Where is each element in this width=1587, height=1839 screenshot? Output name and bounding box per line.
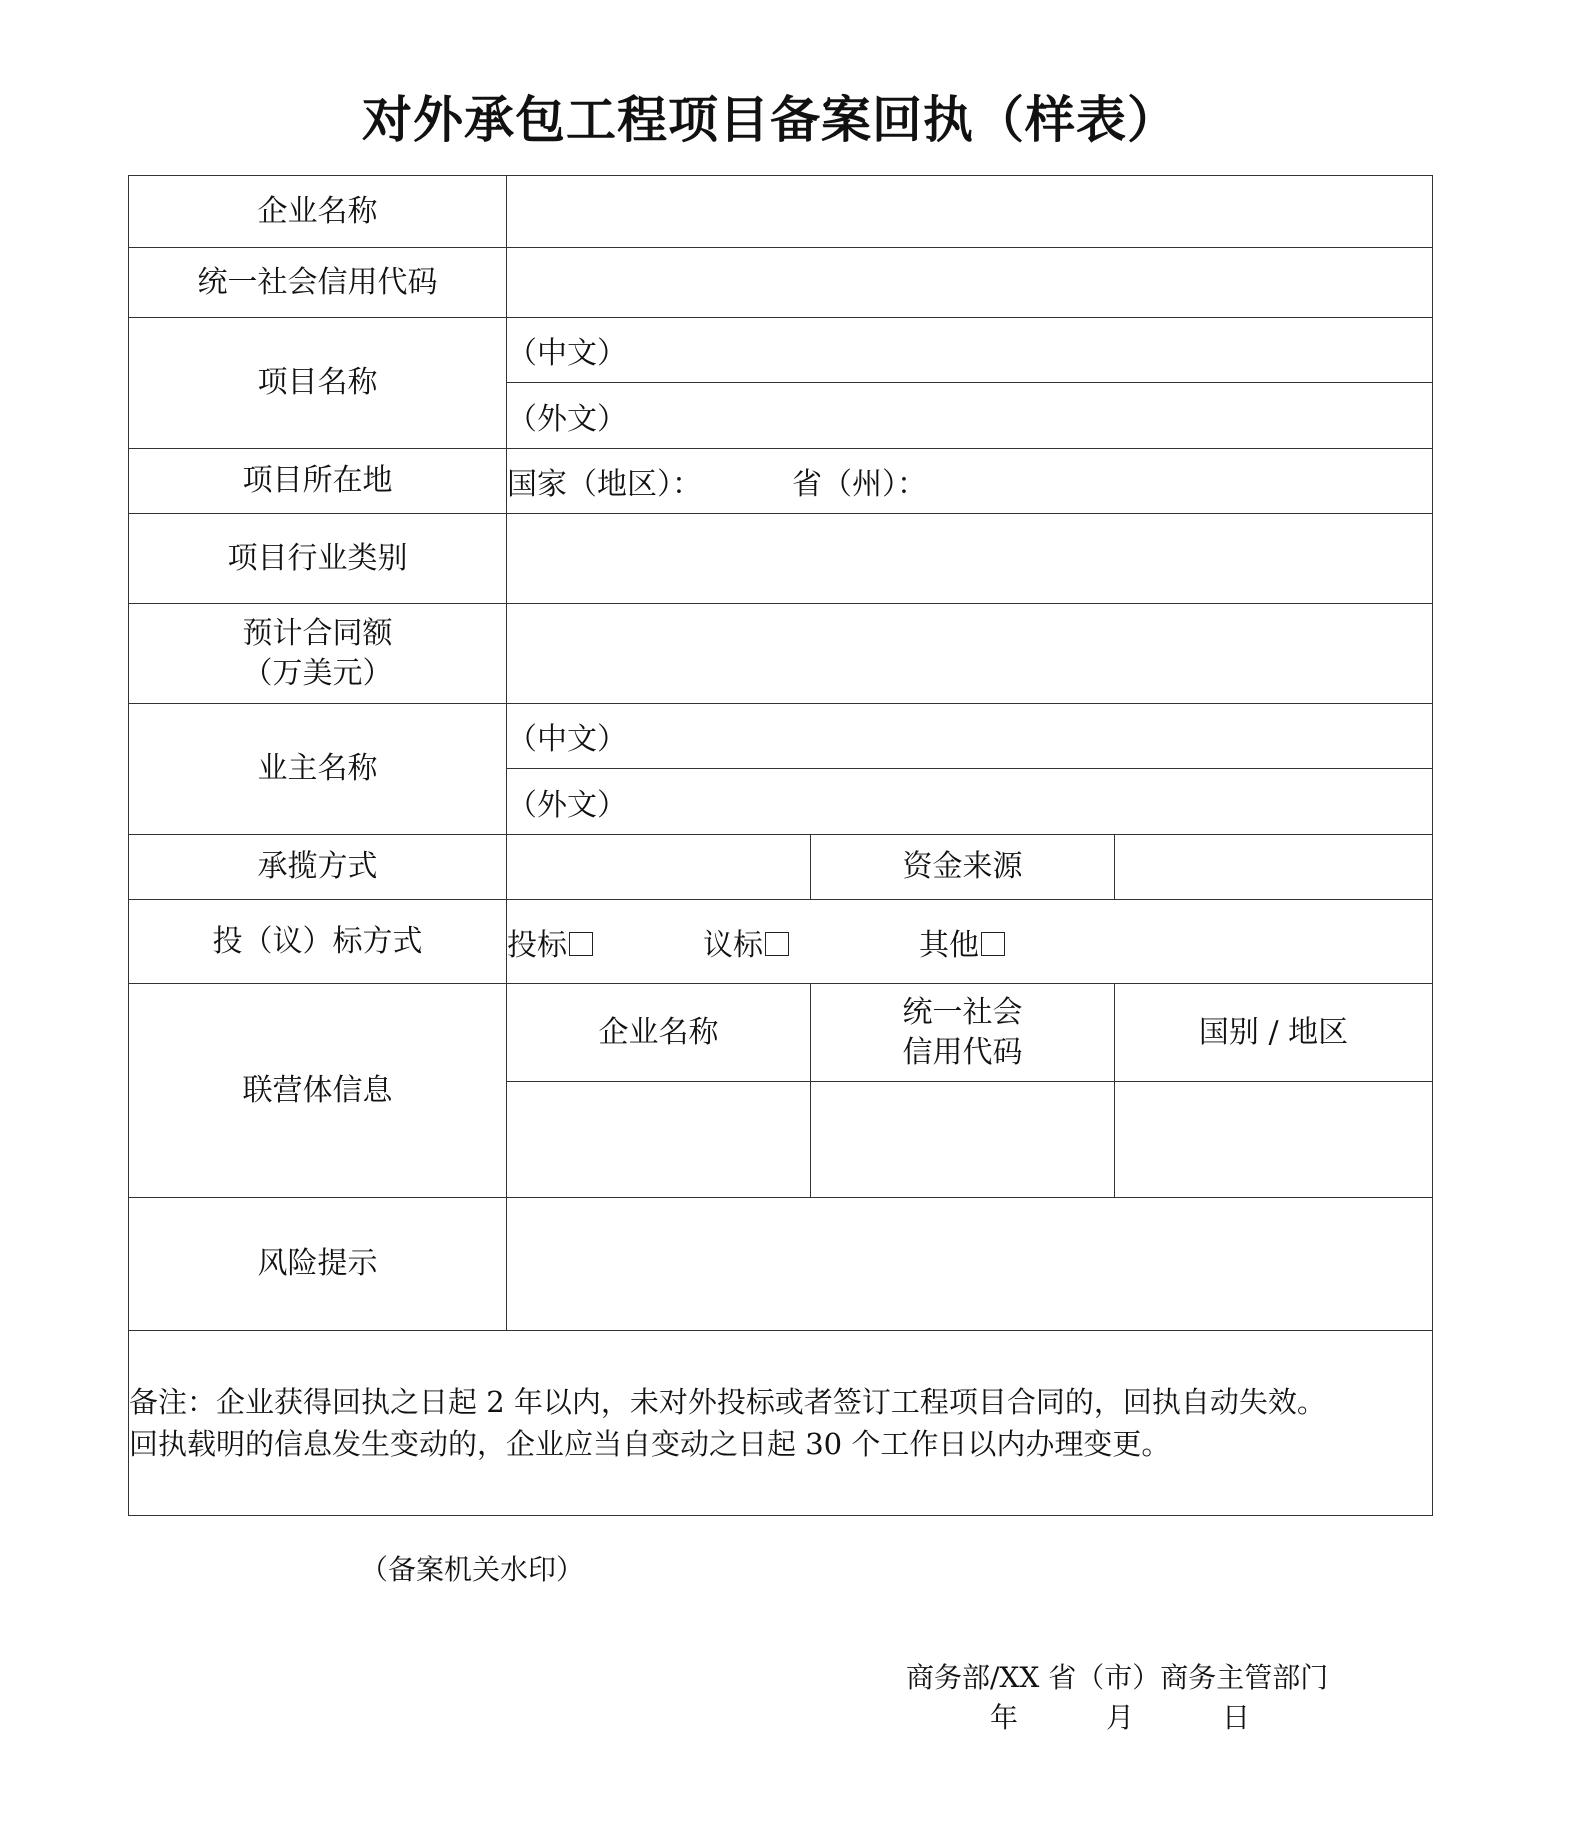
label-bid-method: 投（议）标方式	[129, 900, 507, 984]
label-contract-amount	[129, 604, 507, 704]
field-consortium-company[interactable]	[507, 1082, 811, 1198]
label-project-location: 项目所在地	[129, 449, 507, 514]
field-bid-method	[507, 900, 1433, 984]
field-credit-code[interactable]	[507, 248, 1433, 318]
field-consortium-country[interactable]	[1115, 1082, 1433, 1198]
date-month: 月	[1106, 1701, 1135, 1734]
checkbox-tender[interactable]	[569, 932, 593, 956]
field-project-location[interactable]	[507, 449, 1433, 514]
label-industry: 项目行业类别	[129, 514, 507, 604]
field-fund-source[interactable]	[1115, 835, 1433, 900]
bid-option-negotiate[interactable]: 议标	[703, 928, 789, 963]
label-credit-code: 统一社会信用代码	[129, 248, 507, 318]
page-title: 对外承包工程项目备案回执（样表）	[362, 90, 1178, 149]
label-owner-name: 业主名称	[129, 704, 507, 835]
label-project-name: 项目名称	[129, 318, 507, 449]
header-consortium-code: 统一社会 信用代码	[811, 984, 1115, 1082]
field-risk[interactable]	[507, 1198, 1433, 1331]
province-label: 省（州）：	[792, 467, 927, 502]
label-company-name: 企业名称	[129, 176, 507, 248]
label-consortium: 联营体信息	[129, 984, 507, 1198]
date-day: 日	[1222, 1701, 1251, 1734]
checkbox-negotiate[interactable]	[765, 932, 789, 956]
field-owner-name-foreign[interactable]: （外文）	[507, 769, 1433, 835]
label-contract-method: 承揽方式	[129, 835, 507, 900]
label-contract-amount-line1: 预计合同额	[242, 615, 393, 651]
bid-option-other[interactable]: 其他	[919, 928, 1005, 963]
checkbox-other[interactable]	[981, 932, 1005, 956]
date-year: 年	[990, 1701, 1019, 1734]
header-consortium-company: 企业名称	[507, 984, 811, 1082]
issue-date	[990, 1696, 1250, 1736]
field-company-name[interactable]	[507, 176, 1433, 248]
field-contract-method[interactable]	[507, 835, 811, 900]
field-project-name-foreign[interactable]: （外文）	[507, 383, 1433, 449]
label-contract-amount-line2: （万美元）	[242, 655, 393, 691]
remarks-line2: 回执载明的信息发生变动的，企业应当自变动之日起 30 个工作日以内办理变更。	[129, 1427, 1171, 1461]
bid-option-tender[interactable]: 投标	[507, 928, 593, 963]
field-consortium-code[interactable]	[811, 1082, 1115, 1198]
label-risk: 风险提示	[129, 1198, 507, 1331]
field-project-name-cn[interactable]: （中文）	[507, 318, 1433, 383]
header-consortium-country: 国别 / 地区	[1115, 984, 1433, 1082]
remarks-line1: 备注：企业获得回执之日起 2 年以内，未对外投标或者签订工程项目合同的，回执自动失效。	[129, 1385, 1326, 1419]
field-contract-amount[interactable]	[507, 604, 1433, 704]
field-owner-name-cn[interactable]: （中文）	[507, 704, 1433, 769]
filing-authority-watermark: （备案机关水印）	[360, 1553, 585, 1586]
filing-receipt-table	[128, 175, 1433, 1516]
issuing-department: 商务部/XX 省（市）商务主管部门	[906, 1661, 1329, 1694]
label-fund-source: 资金来源	[811, 835, 1115, 900]
remarks	[129, 1331, 1433, 1516]
field-industry[interactable]	[507, 514, 1433, 604]
country-label: 国家（地区）：	[507, 467, 702, 502]
